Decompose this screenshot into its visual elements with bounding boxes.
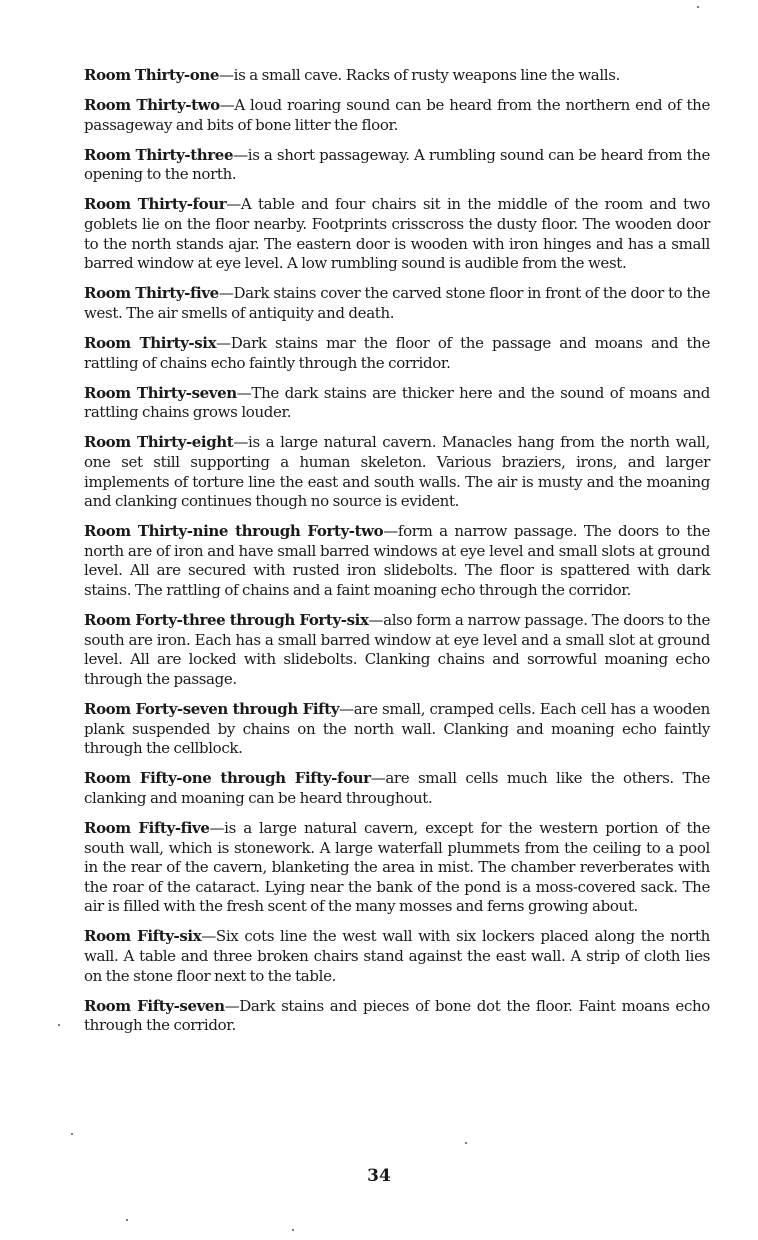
page-number: 34 xyxy=(367,1166,391,1186)
scan-speck xyxy=(126,1219,128,1221)
room-heading: Room Thirty-two xyxy=(84,96,220,115)
room-heading: Room Forty-seven through Fifty xyxy=(84,700,340,719)
room-heading: Room Thirty-four xyxy=(84,195,227,214)
room-description: —is a small cave. Racks of rusty weapons line the walls. xyxy=(218,66,620,84)
page-body xyxy=(84,66,710,1046)
room-entry-55 xyxy=(84,819,710,917)
room-entry-38 xyxy=(84,433,710,511)
room-entry-51-54 xyxy=(84,769,710,808)
room-heading: Room Thirty-five xyxy=(84,284,219,303)
room-description: —Dark stains cover the carved stone floor in front of the door to the west. The air smells of antiquity and death. xyxy=(84,284,710,322)
room-description: —form a narrow passage. The doors to the north are of iron and have small barred windows at eye level and small slots at ground level. All are secured with rusted iron slidebolts. The floor is spattered with dark stains. The rattling of chains and a faint moaning echo through the corridor. xyxy=(84,522,710,600)
room-entry-33 xyxy=(84,146,710,185)
room-description: —are small cells much like the others. The clanking and moaning can be heard throughout. xyxy=(84,769,711,807)
room-description: —A loud roaring sound can be heard from the northern end of the passageway and bits of bone litter the floor. xyxy=(84,96,710,134)
room-entry-32 xyxy=(84,96,710,135)
room-entry-56 xyxy=(84,927,710,986)
room-entry-39-42 xyxy=(84,522,710,600)
room-description: —is a short passageway. A rumbling sound can be heard from the opening to the north. xyxy=(84,145,710,184)
room-heading: Room Fifty-seven xyxy=(84,996,225,1015)
room-description: —The dark stains are thicker here and the sound of moans and rattling chains grows louder. xyxy=(84,383,710,422)
room-entry-34 xyxy=(84,195,710,273)
room-description: —Six cots line the west wall with six lockers placed along the north wall. A table and three broken chairs stand against the east wall. A strip of cloth lies on the stone floor next to the table. xyxy=(84,927,710,985)
room-entry-57 xyxy=(84,997,710,1036)
scan-speck xyxy=(292,1229,294,1231)
room-entry-47-50 xyxy=(84,700,710,759)
room-heading: Room Forty-three through Forty-six xyxy=(84,611,369,630)
room-description: —are small, cramped cells. Each cell has a wooden plank suspended by chains on the north wall. Clanking and moaning echo faintly through the cellblock. xyxy=(84,700,710,758)
room-description: —Dark stains and pieces of bone dot the floor. Faint moans echo through the corridor. xyxy=(84,996,710,1035)
scan-speck xyxy=(697,6,699,8)
scan-speck xyxy=(58,1024,60,1026)
room-heading: Room Fifty-six xyxy=(84,927,202,946)
room-entry-31 xyxy=(84,66,710,86)
room-description: —A table and four chairs sit in the middle of the room and two goblets lie on the floor nearby. Footprints crisscross the dusty floor. The wooden door to the north stands ajar. The eastern door is wooden with iron hinges and has a small barred window at eye level. A low rumbling sound is audible from the west. xyxy=(84,195,711,273)
room-heading: Room Thirty-one xyxy=(84,66,219,84)
room-heading: Room Thirty-seven xyxy=(84,383,237,402)
room-entry-35 xyxy=(84,284,710,323)
room-heading: Room Thirty-eight xyxy=(84,433,234,452)
room-entry-37 xyxy=(84,384,710,423)
room-heading: Room Thirty-three xyxy=(84,145,234,164)
scan-speck xyxy=(465,1142,467,1144)
room-description: —is a large natural cavern, except for the western portion of the south wall, which is stonework. A large waterfall plummets from the ceiling to a pool in the rear of the cavern, blanketing the area in mist. The chamber reverberates with the roar of the cataract. Lying near the bank of the pond is a moss-covered sack. The air is filled with the fresh scent of the many mosses and ferns growing about. xyxy=(84,819,710,916)
room-entry-43-46 xyxy=(84,611,710,689)
scan-speck xyxy=(71,1133,73,1135)
room-entry-36 xyxy=(84,334,710,373)
room-heading: Room Thirty-nine through Forty-two xyxy=(84,522,384,541)
room-description: —also form a narrow passage. The doors to the south are iron. Each has a small barred window at eye level and a small slot at ground level. All are locked with slidebolts. Clanking chains and sorrowful moaning echo through the passage. xyxy=(84,611,710,688)
room-heading: Room Fifty-five xyxy=(84,819,210,837)
room-description: —Dark stains mar the floor of the passage and moans and the rattling of chains echo faintly through the corridor. xyxy=(84,334,710,372)
room-description: —is a large natural cavern. Manacles hang from the north wall, one set still supporting a human skeleton. Various braziers, irons, and larger implements of torture line the east and south walls. The air is musty and the moaning and clanking continues though no source is evident. xyxy=(84,433,710,511)
room-heading: Room Fifty-one through Fifty-four xyxy=(84,769,371,788)
room-heading: Room Thirty-six xyxy=(84,334,217,353)
